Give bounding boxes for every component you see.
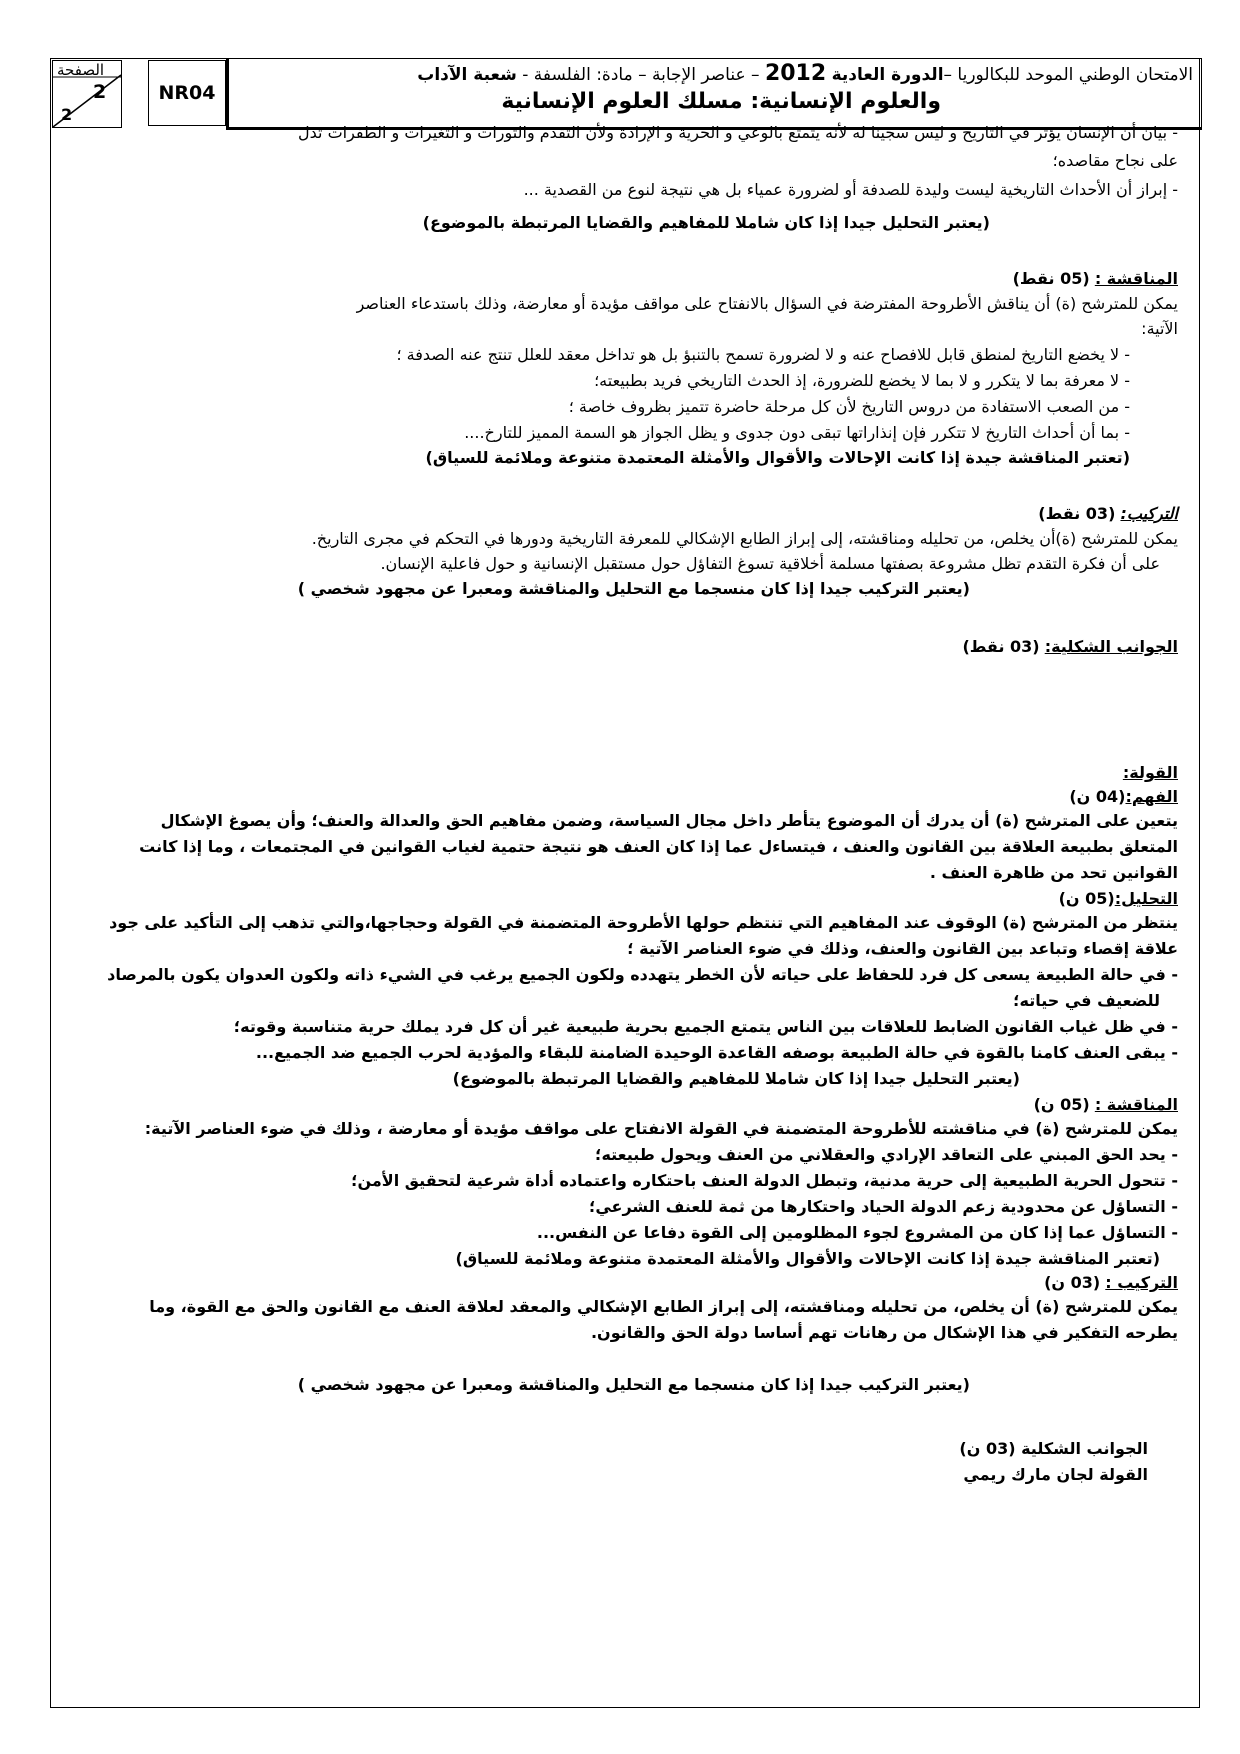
discussion1-bullet: - من الصعب الاستفادة من دروس التاريخ لأن كل مرحلة حاضرة تتميز بظروف خاصة ؛ bbox=[568, 397, 1130, 416]
synthesis2-note: (يعتبر التركيب جيدا إذا كان منسجما مع التحليل والمناقشة ومعبرا عن مجهود شخصي ) bbox=[297, 1375, 970, 1394]
discussion1-intro1: يمكن للمترشح (ة) أن يناقش الأطروحة المفترضة في السؤال بالانفتاح على مواقف مؤيدة أو معارضة، وذلك باستدعاء العناصر bbox=[356, 294, 1178, 313]
synthesis1-note: (يعتبر التركيب جيدا إذا كان منسجما مع التحليل والمناقشة ومعبرا عن مجهود شخصي ) bbox=[297, 579, 970, 598]
analysis-bullet-cont: للضعيف في حياته؛ bbox=[1013, 991, 1160, 1010]
exam-code: NR04 bbox=[148, 60, 226, 126]
quote-author: القولة لجان مارك ريمي bbox=[963, 1465, 1148, 1484]
analysis-line2: علاقة إقصاء وتباعد بين القانون والعنف، وذلك في ضوء العناصر الآتية ؛ bbox=[627, 939, 1178, 958]
discussion2-bullet: - تتحول الحرية الطبيعية إلى حرية مدنية، وتبطل الدولة العنف باحتكاره واعتماده أداة شرعية لتحقيق الأمن؛ bbox=[351, 1171, 1178, 1190]
understanding-line3: القوانين تحد من ظاهرة العنف . bbox=[929, 863, 1178, 882]
discussion1-heading: المناقشة : (05 نقط) bbox=[1012, 269, 1178, 288]
synthesis2-heading: التركيب : (03 ن) bbox=[1044, 1273, 1178, 1292]
discussion1-bullet: - لا معرفة بما لا يتكرر و لا بما لا يخضع للضرورة، إذ الحدث التاريخي فريد بطبيعته؛ bbox=[594, 371, 1130, 390]
synthesis1-heading: التركيب: (03 نقط) bbox=[1038, 504, 1178, 523]
discussion2-note: (تعتبر المناقشة جيدة إذا كانت الإحالات والأقوال والأمثلة المعتمدة متنوعة وملائمة للسياق) bbox=[455, 1249, 1160, 1268]
formal1-heading: الجوانب الشكلية: (03 نقط) bbox=[962, 637, 1178, 656]
s1-line3: - إبراز أن الأحداث التاريخية ليست وليدة للصدفة أو لضرورة عمياء بل هي نتيجة لنوع من القصدية ... bbox=[523, 180, 1178, 199]
discussion2-bullet: - التساؤل عما إذا كان من المشروع لجوء المظلومين إلى القوة دفاعا عن النفس... bbox=[536, 1223, 1178, 1242]
synthesis1-line2: على أن فكرة التقدم تظل مشروعة بصفتها مسلمة أخلاقية تسوغ التفاؤل حول مستقبل الإنسانية و حول فاعلية الإنسان. bbox=[380, 554, 1160, 573]
analysis-bullet: - يبقى العنف كامنا بالقوة في حالة الطبيعة بوصفه القاعدة الوحيدة الضامنة للبقاء والمؤدية لحرب الجميع ضد الجميع... bbox=[255, 1043, 1178, 1062]
discussion2-bullet: - التساؤل عن محدودية زعم الدولة الحياد واحتكارها من ثمة للعنف الشرعي؛ bbox=[588, 1197, 1178, 1216]
understanding-heading: الفهم:(04 ن) bbox=[1069, 787, 1178, 806]
analysis-bullet: - في ظل غياب القانون الضابط للعلاقات بين الناس يتمتع الجميع بحرية طبيعية غير أن كل فرد يملك حرية متناسبة وقوته؛ bbox=[233, 1017, 1178, 1036]
synthesis2-line2: يطرحه التفكير في هذا الإشكال من رهانات تهم أساسا دولة الحق والقانون. bbox=[590, 1323, 1178, 1342]
synthesis2-line1: يمكن للمترشح (ة) أن يخلص، من تحليله ومناقشته، إلى إبراز الطابع الإشكالي والمعقد لعلاقة العنف مع القانون والحق مع القوة، وما bbox=[149, 1297, 1178, 1316]
page-label: الصفحة bbox=[57, 61, 105, 79]
analysis-heading: التحليل:(05 ن) bbox=[1058, 889, 1178, 908]
s1-line2: على نجاح مقاصده؛ bbox=[1052, 151, 1178, 170]
discussion2-heading: المناقشة : (05 ن) bbox=[1033, 1095, 1178, 1114]
header-line2: والعلوم الإنسانية: مسلك العلوم الإنسانية bbox=[501, 89, 941, 114]
synthesis1-line1: يمكن للمترشح (ة)أن يخلص، من تحليله ومناقشته، إلى إبراز الطابع الإشكالي للمعرفة التاريخية ودورها في التحكم في مجرى التاريخ. bbox=[311, 529, 1178, 548]
analysis-line1: ينتظر من المترشح (ة) الوقوف عند المفاهيم التي تنتظم حولها الأطروحة المتضمنة في القولة وحجاجها،والتي تذهب إلى التأكيد على جود bbox=[109, 913, 1178, 932]
discussion2-bullet: - يحد الحق المبني على التعاقد الإرادي والعقلاني من العنف ويحول طبيعته؛ bbox=[595, 1145, 1178, 1164]
exam-year: 2012 bbox=[764, 61, 827, 86]
s1-note: (يعتبر التحليل جيدا إذا كان شاملا للمفاهيم والقضايا المرتبطة بالموضوع) bbox=[422, 213, 990, 232]
discussion1-bullet: - لا يخضع التاريخ لمنطق قابل للافصاح عنه و لا لضرورة تسمح بالتنبؤ بل هو تداخل معقد للعلل تنتج عنه الصدفة ؛ bbox=[396, 345, 1130, 364]
discussion1-bullet: - بما أن أحداث التاريخ لا تتكرر فإن إنذاراتها تبقى دون جدوى و يظل الجواز هو السمة المميز للتارخ.... bbox=[464, 423, 1130, 442]
analysis-note: (يعتبر التحليل جيدا إذا كان شاملا للمفاهيم والقضايا المرتبطة بالموضوع) bbox=[452, 1069, 1020, 1088]
discussion2-intro: يمكن للمترشح (ة) في مناقشته للأطروحة المتضمنة في القولة الانفتاح على مواقف مؤيدة أو معارضة ، وذلك في ضوء العناصر الآتية: bbox=[144, 1119, 1178, 1138]
understanding-line2: المتعلق بطبيعة العلاقة بين القانون والعنف ، فيتساءل عما إذا كان العنف هو نتيجة حتمية لغياب القوانين في المجتمعات ، وما إذا كانت bbox=[139, 837, 1178, 856]
discussion1-intro2: الآتية: bbox=[1141, 319, 1178, 338]
discussion1-note: (تعتبر المناقشة جيدة إذا كانت الإحالات والأقوال والأمثلة المعتمدة متنوعة وملائمة للسياق) bbox=[425, 448, 1130, 467]
formal2-heading: الجوانب الشكلية (03 ن) bbox=[959, 1439, 1148, 1458]
s1-line1: - بيان أن الإنسان يؤثر في التاريخ و ليس سجينا له لأنه يتمتع بالوعي و الحرية و الإرادة ولأن التقدم والثورات و التغيرات و الطفرات تدل bbox=[298, 123, 1178, 142]
page-number-box bbox=[52, 60, 122, 128]
analysis-bullet: - في حالة الطبيعة يسعى كل فرد للحفاظ على حياته لأن الخطر يتهدده ولكون الجميع يرغب في الشيء ذاته ولكون العدوان يكون بالمرصاد bbox=[107, 965, 1178, 984]
understanding-line1: يتعين على المترشح (ة) أن يدرك أن الموضوع يتأطر داخل مجال السياسة، وضمن مفاهيم الحق والعدالة والعنف؛ وأن يصوغ الإشكال bbox=[160, 811, 1178, 830]
header-line1: الامتحان الوطني الموحد للبكالوريا –الدورة العادية 2012 – عناصر الإجابة – مادة: الفلسفة - شعبة الآداب bbox=[417, 61, 1193, 86]
quote-title: القولة: bbox=[1122, 763, 1178, 782]
header-title-box bbox=[226, 58, 1202, 130]
page-num: 2 bbox=[93, 81, 107, 103]
page-total: 2 bbox=[61, 105, 73, 124]
